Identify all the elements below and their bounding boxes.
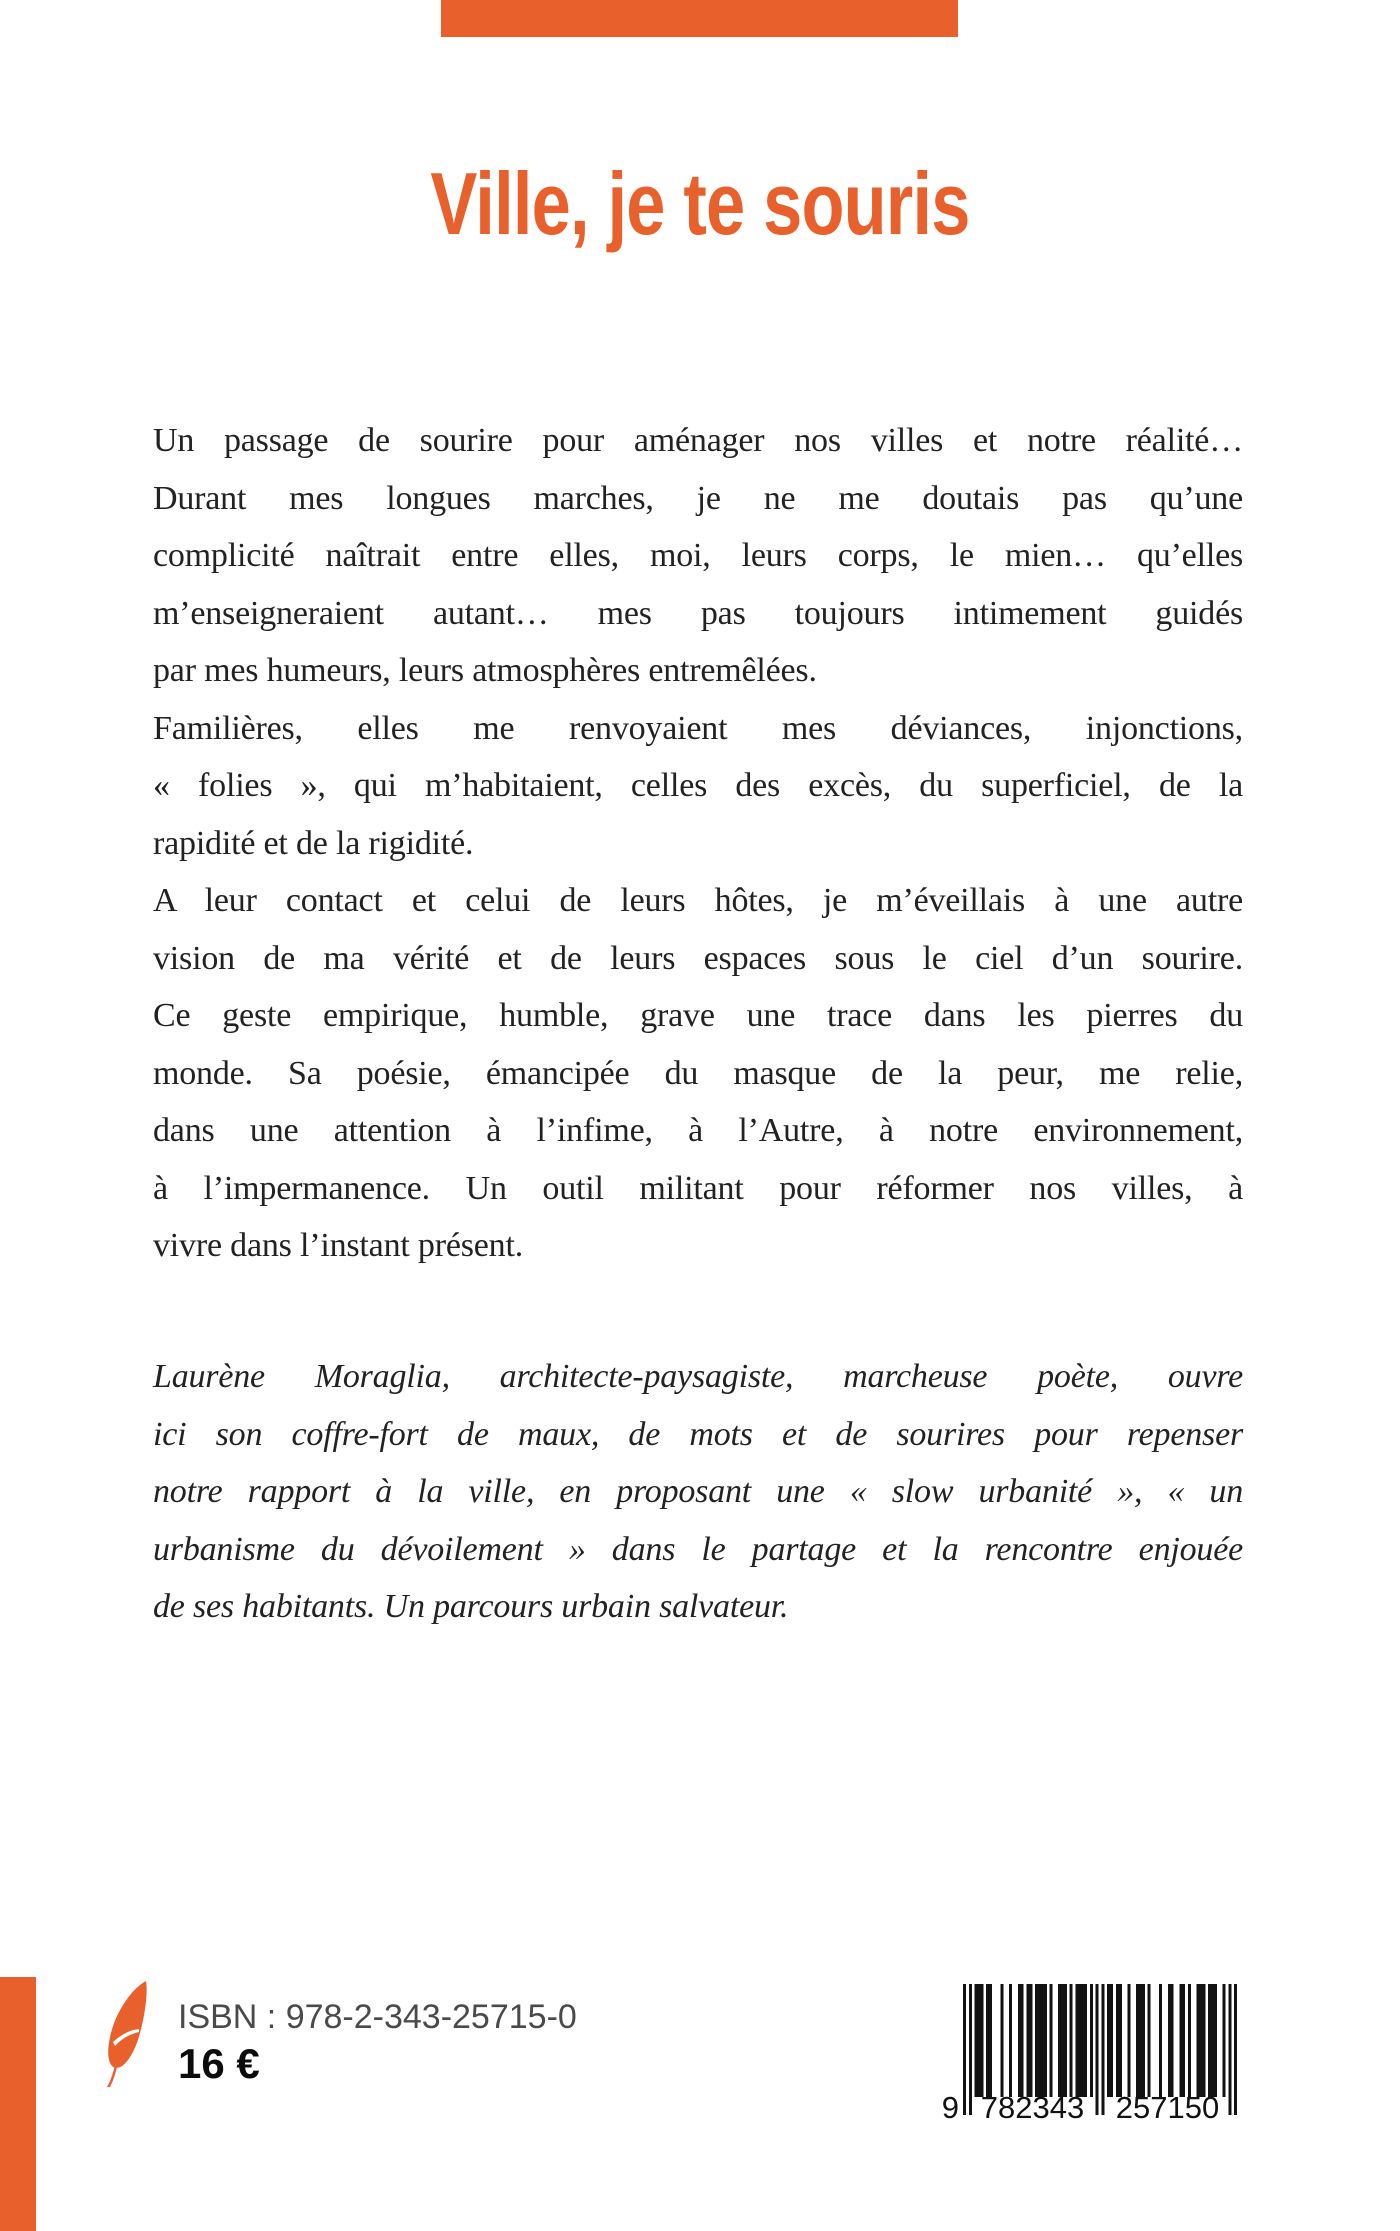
barcode-digit-first: 9 [941,2090,959,2125]
text-line: par mes humeurs, leurs atmosphères entremêlées. [153,652,817,689]
ean13-barcode [941,1984,1237,2134]
barcode-digits-left: 782343 [980,2090,1085,2125]
text-line: ici son coffre-fort de maux, de mots et de sourires pour repenser [153,1415,1243,1453]
text-line: A leur contact et celui de leurs hôtes, je m’éveillais à une autre [153,882,1243,919]
text-line: vivre dans l’instant présent. [153,1227,523,1264]
text-line: rapidité et de la rigidité. [153,824,474,862]
text-line: à l’impermanence. Un outil militant pour réformer nos villes, à [153,1169,1243,1207]
text-line: Laurène Moraglia, architecte-paysagiste, marcheuse poète, ouvre [153,1358,1243,1395]
text-line: Un passage de sourire pour aménager nos villes et notre réalité… [153,422,1243,459]
text-line: vision de ma vérité et de leurs espaces sous le ciel d’un sourire. [153,939,1243,977]
text-line: Ce geste empirique, humble, grave une trace dans les pierres du [153,997,1243,1034]
barcode-digits-right: 257150 [1115,2090,1220,2125]
author-note [153,1348,1243,1636]
text-line: de ses habitants. Un parcours urbain salvateur. [153,1588,789,1625]
text-line: « folies », qui m’habitaient, celles des excès, du superficiel, de la [153,767,1243,804]
synopsis-text [153,412,1243,1275]
text-line: monde. Sa poésie, émancipée du masque de la peur, me relie, [153,1054,1243,1092]
text-line: notre rapport à la ville, en proposant une « slow urbanité », « un [153,1473,1243,1510]
synopsis-paragraph [153,700,1243,873]
top-accent-bar [441,0,958,37]
spine-accent-stripe [0,1977,36,2231]
text-line: dans une attention à l’infime, à l’Autre, à notre environnement, [153,1112,1243,1149]
price-text: 16 € [178,2040,260,2087]
isbn-text: ISBN : 978-2-343-25715-0 [178,1998,577,2036]
text-line: complicité naîtrait entre elles, moi, leurs corps, le mien… qu’elles [153,537,1243,574]
text-line: m’enseigneraient autant… mes pas toujours intimement guidés [153,594,1243,632]
text-line: Durant mes longues marches, je ne me doutais pas qu’une [153,479,1243,517]
book-title: Ville, je te souris [430,154,970,253]
text-line: urbanisme du dévoilement » dans le partage et la rencontre enjouée [153,1530,1243,1568]
synopsis-paragraph [153,872,1243,1275]
text-line: Familières, elles me renvoyaient mes déviances, injonctions, [153,709,1243,747]
synopsis-paragraph [153,412,1243,700]
publisher-quill-feather-icon [98,1979,152,2091]
